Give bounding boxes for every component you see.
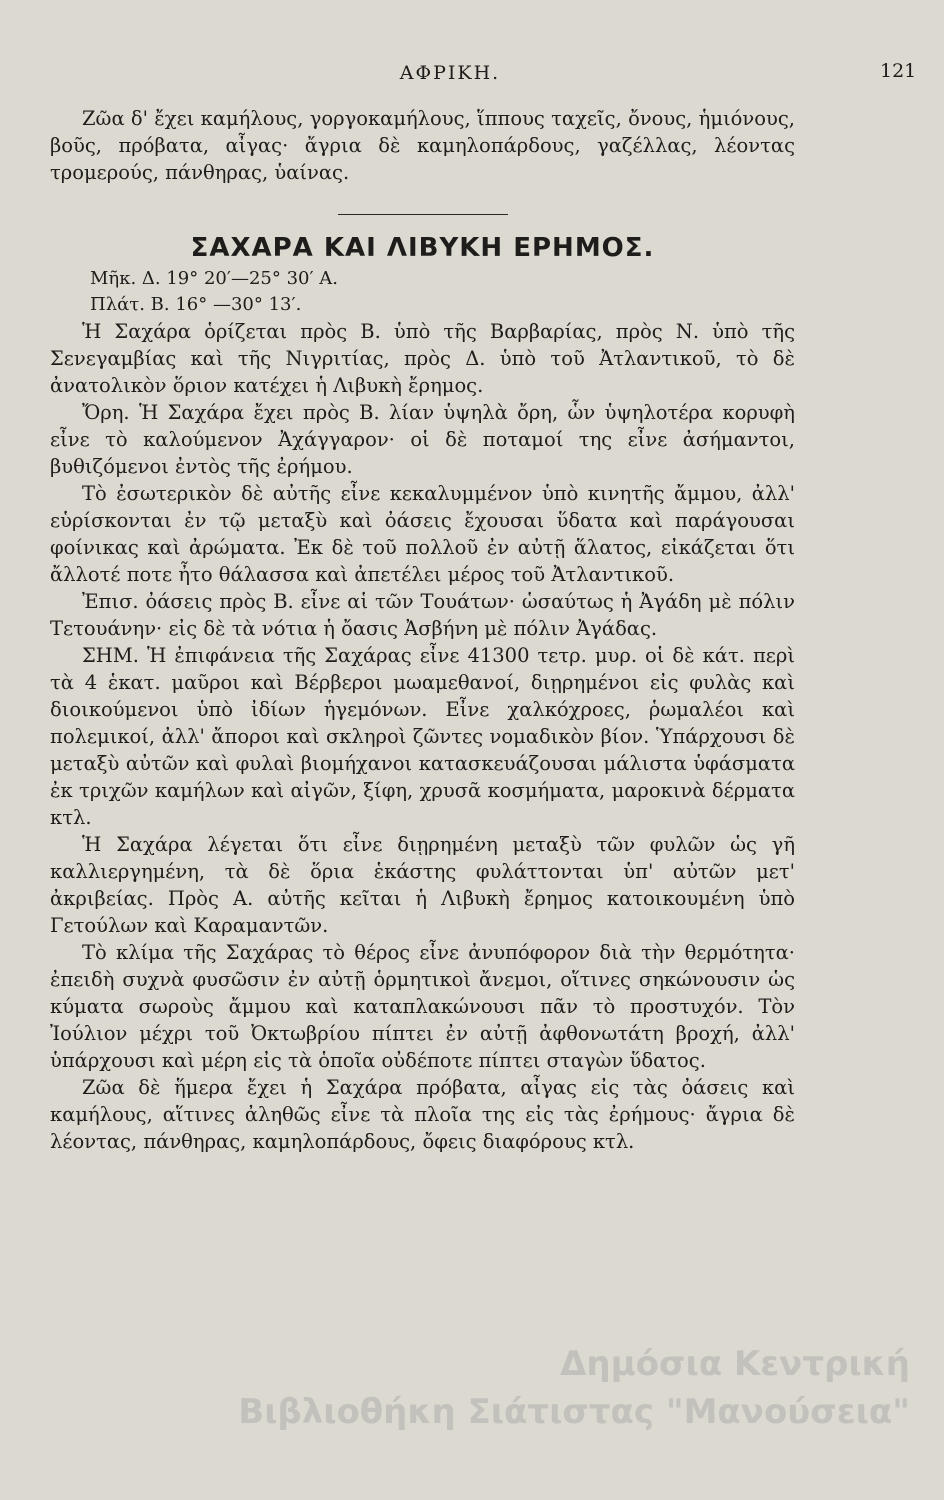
watermark-line-2: Βιβλιοθήκη Σιάτιστας "Μανούσεια" [238,1392,910,1432]
running-title: ΑΦΡΙΚΗ. [399,62,501,84]
page-header [0,62,944,92]
paragraph-mountains: Ὄρη. Ἡ Σαχάρα ἔχει πρὸς Β. λίαν ὑψηλὰ ὄρη, ὧν ὑψηλοτέρα κορυφὴ εἶνε τὸ καλούμενον Ἀχάγγαρον· οἱ δὲ ποταμοί της εἶνε ἀσήμαντοι, βυθιζόμενοι ἐντὸς τῆς ἐρήμου. [50,401,795,478]
coordinates [90,266,795,318]
body-text [50,105,795,1155]
longitude-line: Μῆκ. Δ. 19° 20′—25° 30′ Α. [90,268,339,289]
page-number: 121 [880,60,917,82]
latitude-line: Πλάτ. Β. 16° —30° 13′. [90,294,302,315]
paragraph-interior: Τὸ ἐσωτερικὸν δὲ αὐτῆς εἶνε κεκαλυμμένον ὑπὸ κινητῆς ἄμμου, ἀλλ' εὑρίσκονται ἐν τῷ μεταξὺ καὶ ὀάσεις ἔχουσαι ὕδατα καὶ παράγουσαι φοίνικας καὶ ἀρώματα. Ἐκ δὲ τοῦ πολλοῦ ἐν αὐτῇ ἅλατος, εἰκάζεται ὅτι ἄλλοτέ ποτε ἦτο θάλασσα καὶ ἀπετέλει μέρος τοῦ Ἀτλαντικοῦ. [50,482,795,586]
section-divider [338,214,508,215]
paragraph-borders: Ἡ Σαχάρα ὁρίζεται πρὸς Β. ὑπὸ τῆς Βαρβαρίας, πρὸς Ν. ὑπὸ τῆς Σενεγαμβίας καὶ τῆς Νιγριτίας, πρὸς Δ. ὑπὸ τοῦ Ἀτλαντικοῦ, τὸ δὲ ἀνατολικὸν ὅριον κατέχει ἡ Λιβυκὴ ἔρημος. [50,320,795,397]
section-title: ΣΑΧΑΡΑ ΚΑΙ ΛΙΒΥΚΗ ΕΡΗΜΟΣ. [190,233,655,263]
paragraph-oases: Ἐπισ. ὀάσεις πρὸς Β. εἶνε αἱ τῶν Τουάτων· ὡσαύτως ἡ Ἀγάδη μὲ πόλιν Τετουάνην· εἰς δὲ τὰ νότια ἡ ὄασις Ἀσβήνη μὲ πόλιν Ἀγάδας. [50,590,795,640]
paragraph-division: Ἡ Σαχάρα λέγεται ὅτι εἶνε διῃρημένη μεταξὺ τῶν φυλῶν ὡς γῆ καλλιεργημένη, τὰ δὲ ὅρια ἑκάστης φυλάττονται ὑπ' αὐτῶν μετ' ἀκριβείας. Πρὸς Α. αὐτῆς κεῖται ἡ Λιβυκὴ ἔρημος κατοικουμένη ὑπὸ Γετούλων καὶ Καραμαντῶν. [50,833,795,937]
paragraph-climate: Τὸ κλίμα τῆς Σαχάρας τὸ θέρος εἶνε ἀνυπόφορον διὰ τὴν θερμότητα· ἐπειδὴ συχνὰ φυσῶσιν ἐν αὐτῇ ὁρμητικοὶ ἄνεμοι, οἵτινες σηκώνουσιν ὡς κύματα σωροὺς ἄμμου καὶ καταπλακώνουσι πᾶν τὸ προστυχόν. Τὸν Ἰούλιον μέχρι τοῦ Ὀκτωβρίου πίπτει ἐν αὐτῇ ἀφθονωτάτη βροχή, ἀλλ' ὑπάρχουσι καὶ μέρη εἰς τὰ ὁποῖα οὐδέποτε πίπτει σταγὼν ὕδατος. [50,941,795,1072]
paragraph-note: ΣΗΜ. Ἡ ἐπιφάνεια τῆς Σαχάρας εἶνε 41300 τετρ. μυρ. οἱ δὲ κάτ. περὶ τὰ 4 ἑκατ. μαῦροι καὶ Βέρβεροι μωαμεθανοί, διῃρημένοι εἰς φυλὰς καὶ διοικούμενοι ὑπὸ ἰδίων ἡγεμόνων. Εἶνε χαλκόχροες, ῥωμαλέοι καὶ πολεμικοί, ἀλλ' ἄποροι καὶ σκληροὶ ζῶντες νομαδικὸν βίον. Ὑπάρχουσι δὲ μεταξὺ αὐτῶν καὶ φυλαὶ βιομήχανοι κατασκευάζουσαι μάλιστα ὑφάσματα ἐκ τριχῶν καμήλων καὶ αἰγῶν, ξίφη, χρυσᾶ κοσμήματα, μαροκινὰ δέρματα κτλ. [50,644,795,829]
library-watermark [210,1340,910,1436]
watermark-line-1: Δημόσια Κεντρική [560,1344,910,1384]
paragraph-animals: Ζῶα δὲ ἥμερα ἔχει ἡ Σαχάρα πρόβατα, αἶγας εἰς τὰς ὀάσεις καὶ καμήλους, αἵτινες ἀληθῶς εἶνε τὰ πλοῖα της εἰς τὰς ἐρήμους· ἄγρια δὲ λέοντας, πάνθηρας, καμηλοπάρδους, ὄφεις διαφόρους κτλ. [50,1076,795,1153]
intro-paragraph: Ζῶα δ' ἔχει καμήλους, γοργοκαμήλους, ἵππους ταχεῖς, ὄνους, ἡμιόνους, βοῦς, πρόβατα, αἶγας· ἄγρια δὲ καμηλοπάρδους, γαζέλλας, λέοντας τρομερούς, πάνθηρας, ὑαίνας. [50,107,795,184]
